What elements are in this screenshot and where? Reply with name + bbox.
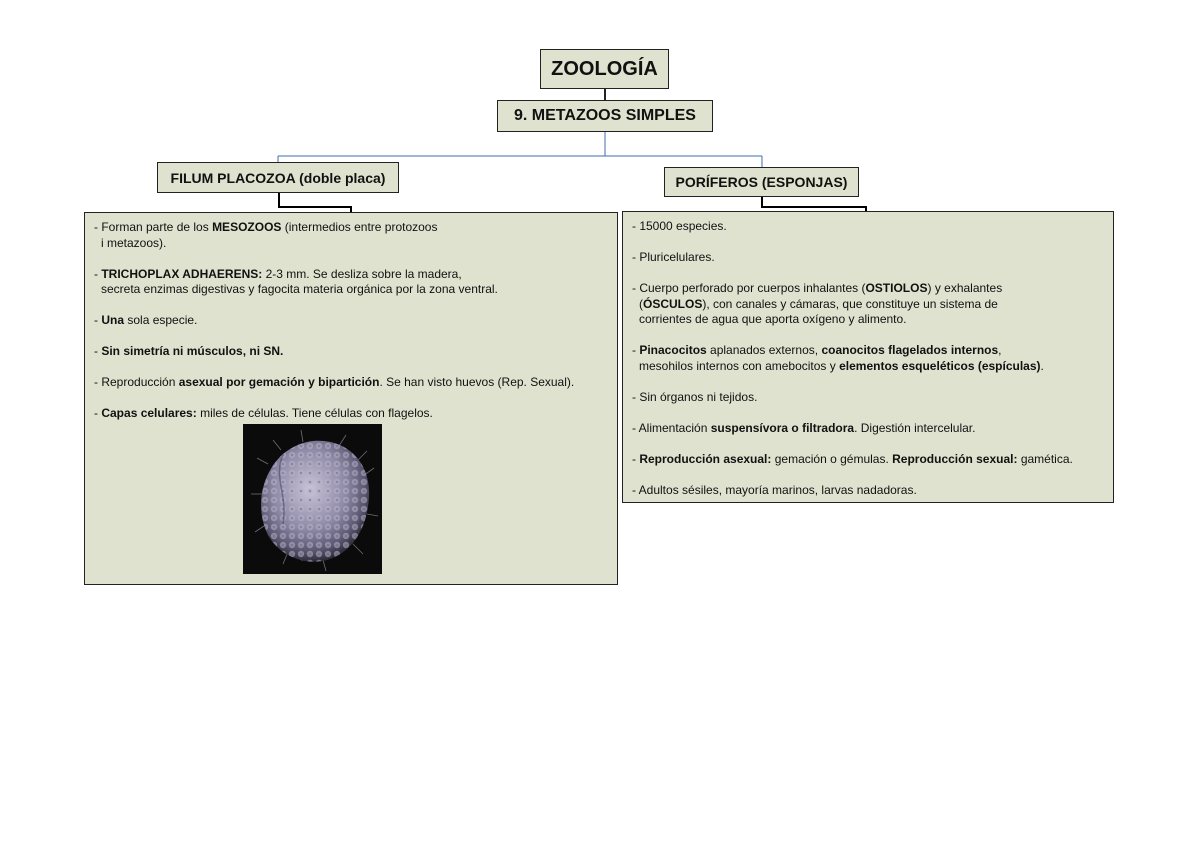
list-item: - TRICHOPLAX ADHAERENS: 2-3 mm. Se desliza sobre la madera, secreta enzimas digestivas y fagocita materia orgánica por la zona ventral.: [94, 266, 498, 296]
list-item: - Adultos sésiles, mayoría marinos, larvas nadadoras.: [632, 482, 917, 497]
poriferos-content-box: [622, 211, 1114, 503]
list-item: - Alimentación suspensívora o filtradora. Digestión intercelular.: [632, 420, 976, 435]
main-title-box: [540, 49, 669, 89]
list-item: - Una sola especie.: [94, 313, 198, 327]
placozoa-content-box: [84, 212, 618, 585]
poriferos-heading-box: [664, 167, 859, 197]
list-item: - Forman parte de los MESOZOOS (intermedios entre protozoos i metazoos).: [94, 220, 438, 250]
placozoa-organism-illustration: [243, 424, 382, 574]
list-item: - Sin órganos ni tejidos.: [632, 389, 758, 404]
trichoplax-image: [243, 424, 382, 574]
subtitle: 9. METAZOOS SIMPLES: [514, 107, 696, 124]
placozoa-heading-box: [157, 162, 399, 193]
list-item: - Reproducción asexual: gemación o gémulas. Reproducción sexual: gamética.: [632, 451, 1073, 466]
list-item: - Pluricelulares.: [632, 250, 715, 264]
list-item: - 15000 especies.: [632, 219, 727, 233]
list-item: - Capas celulares: miles de células. Tiene células con flagelos.: [94, 406, 433, 420]
poriferos-heading: PORÍFEROS (ESPONJAS): [675, 174, 848, 190]
subtitle-box: [497, 100, 713, 132]
list-item: - Sin simetría ni músculos, ni SN.: [94, 344, 284, 358]
list-item: - Pinacocitos aplanados externos, coanocitos flagelados internos, mesohilos internos con amebocitos y elementos esqueléticos (espículas).: [632, 343, 1044, 373]
list-item: - Reproducción asexual por gemación y bipartición. Se han visto huevos (Rep. Sexual).: [94, 375, 575, 389]
placozoa-heading: FILUM PLACOZOA (doble placa): [170, 169, 386, 186]
main-title: ZOOLOGÍA: [551, 57, 658, 80]
list-item: - Cuerpo perforado por cuerpos inhalantes (OSTIOLOS) y exhalantes (ÓSCULOS), con canales y cámaras, que constituye un sistema de corrientes de agua que aporta oxígeno y alimento.: [632, 281, 1003, 326]
